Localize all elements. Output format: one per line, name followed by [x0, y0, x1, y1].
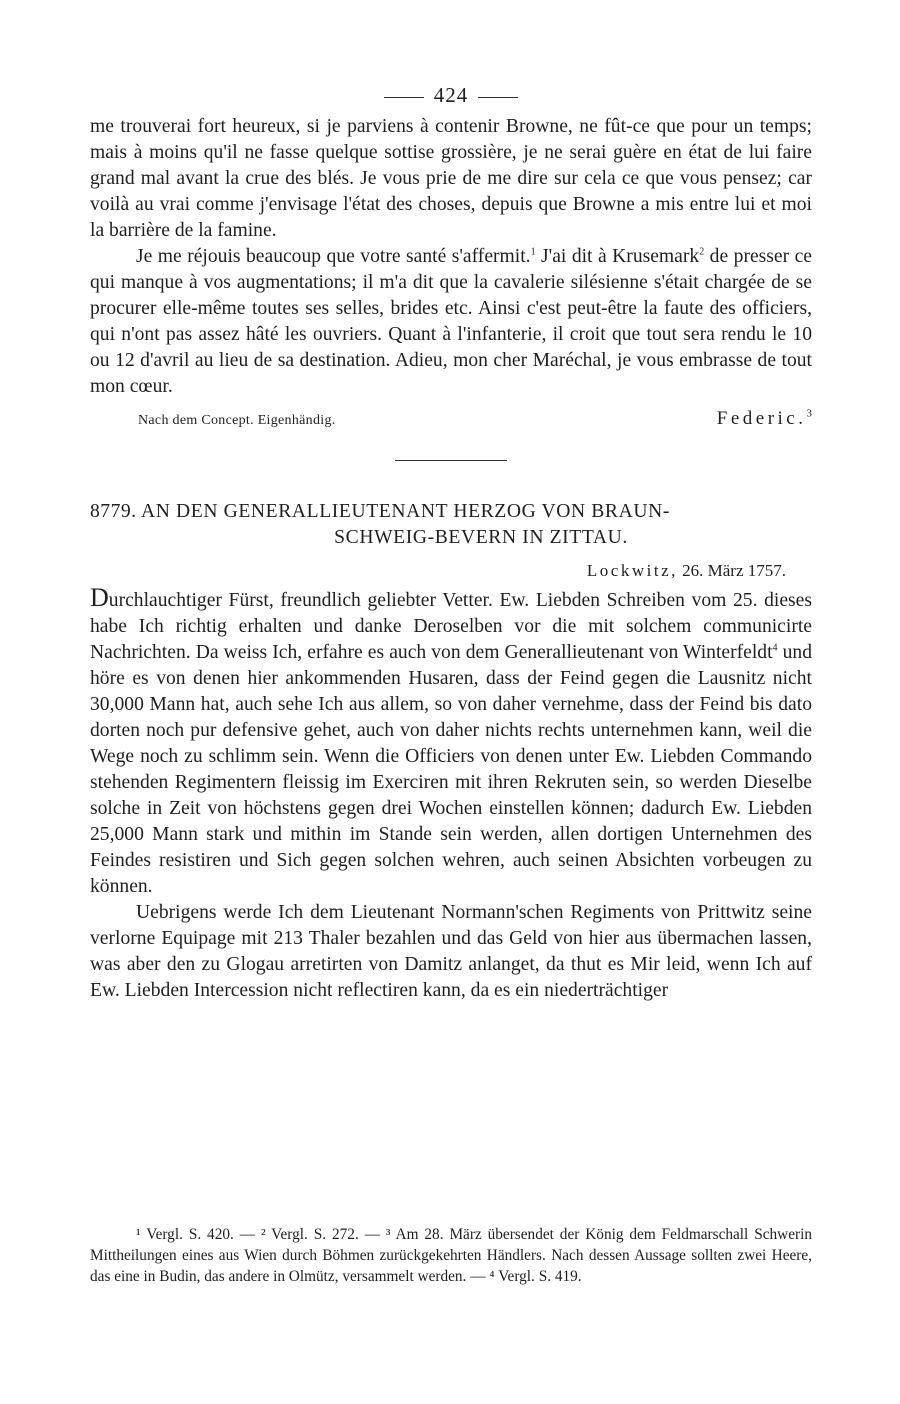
header-dash-left	[384, 97, 424, 98]
drop-cap: D	[90, 583, 109, 612]
page-body	[90, 80, 812, 1004]
text-run: und höre es von denen hier ankommenden Husaren, dass der Feind gegen die Lausnitz nicht 30,000 Mann hat, auch sehe Ich aus allem, so von daher vernehme, dass der Feind bis dato dorten noch pur defensive gehet, auch von daher nichts rechts unternehmen kann, weil die Wege noch zu schlimm sein. Wenn die Officiers von denen unter Ew. Liebden Commando stehenden Regimentern fleissig im Exerciren mit ihren Rekruten sein, so werden Dieselbe solche in Zeit von höchstens gegen drei Wochen einstellen können; dadurch Ew. Liebden 25,000 Mann stark und mithin im Stande sein werden, allen dortigen Unternehmen des Feindes resistiren und Sich gegen solchen wehren, auch seinen Absichten vorbeugen zu können.	[90, 642, 812, 897]
text-run: de presser ce qui manque à vos augmentations; il m'a dit que la cavalerie silésienne s'était chargée de se procurer elle-même toutes ses selles, brides etc. Ainsi c'est peut-être la faute des officiers, qui n'ont pas assez hâté les ouvriers. Quant à l'infanterie, il croit que tout sera rendu le 10 ou 12 d'avril au lieu de sa destination. Adieu, mon cher Maréchal, je vous embrasse de tout mon cœur.	[90, 246, 812, 397]
page-header	[90, 80, 812, 110]
footnote-ref: 1	[530, 246, 536, 258]
paragraph	[90, 244, 812, 400]
dateline	[90, 561, 812, 581]
paragraph: Uebrigens werde Ich dem Lieutenant Normann'schen Regiments von Prittwitz seine verlorne Equipage mit 213 Thaler bezahlen und das Geld von hier aus übermachen lassen, was aber den zu Glogau arretirten von Damitz anlanget, da thut es Mir leid, wenn Ich auf Ew. Liebden Intercession nicht reflectiren kann, da es ein niederträchtiger	[90, 902, 812, 1001]
title-text: AN DEN GENERALLIEUTENANT HERZOG VON BRAUN-	[141, 501, 670, 522]
text-run: Je me réjouis beaucoup que votre santé s'affermit.	[136, 246, 531, 267]
source-note: Nach dem Concept. Eigenhändig.	[138, 413, 336, 428]
signature	[717, 408, 812, 430]
footnote-text: ¹ Vergl. S. 420. — ² Vergl. S. 272. — ³ Am 28. März übersendet der König dem Feldmarschall Schwerin Mittheilungen eines aus Wien durch Böhmen zurückgekehrten Händlers. Nach dessen Aussage sollten zwei Heere, das eine in Budin, das andere in Olmütz, versammelt werden. — ⁴ Vergl. S. 419.	[90, 1226, 812, 1285]
letter-number: 8779.	[90, 501, 137, 522]
page-number: 424	[433, 83, 469, 107]
previous-letter-text	[90, 114, 812, 400]
signature-text: Federic.	[716, 408, 807, 429]
footnote-ref: 4	[772, 642, 778, 654]
letter-title	[90, 499, 812, 551]
letter-text	[90, 585, 812, 1004]
paragraph: me trouverai fort heureux, si je parviens à contenir Browne, ne fût-ce que pour un temps; mais à moins qu'il ne fasse quelque sottise grossière, je ne serai guère en état de lui faire grand mal avant la crue des blés. Je vous prie de me dire sur cela ce que vous pensez; car voilà au vrai comme j'envisage l'état des choses, depuis que Browne a mis entre lui et moi la barrière de la famine.	[90, 116, 812, 241]
footnotes	[90, 1224, 812, 1287]
title-line-1	[90, 499, 812, 525]
footnote-ref: 3	[806, 407, 812, 420]
header-dash-right	[478, 97, 518, 98]
text-run: J'ai dit à Krusemark	[535, 246, 700, 267]
text-run: urchlauchtiger Fürst, freundlich geliebter Vetter. Ew. Liebden Schreiben vom 25. dieses habe Ich richtig erhalten und danke Deroselben vor die mit solchem communicirte Nachrichten. Da weiss Ich, erfahre es auch von dem Generallieutenant von Winterfeldt	[90, 590, 812, 663]
date: 26. März 1757.	[677, 561, 786, 580]
place: Lockwitz,	[586, 561, 678, 580]
signature-line	[90, 408, 812, 430]
title-line-2: SCHWEIG-BEVERN IN ZITTAU.	[334, 527, 628, 548]
paragraph	[90, 585, 812, 900]
section-divider	[395, 460, 507, 461]
footnote-ref: 2	[699, 246, 705, 258]
